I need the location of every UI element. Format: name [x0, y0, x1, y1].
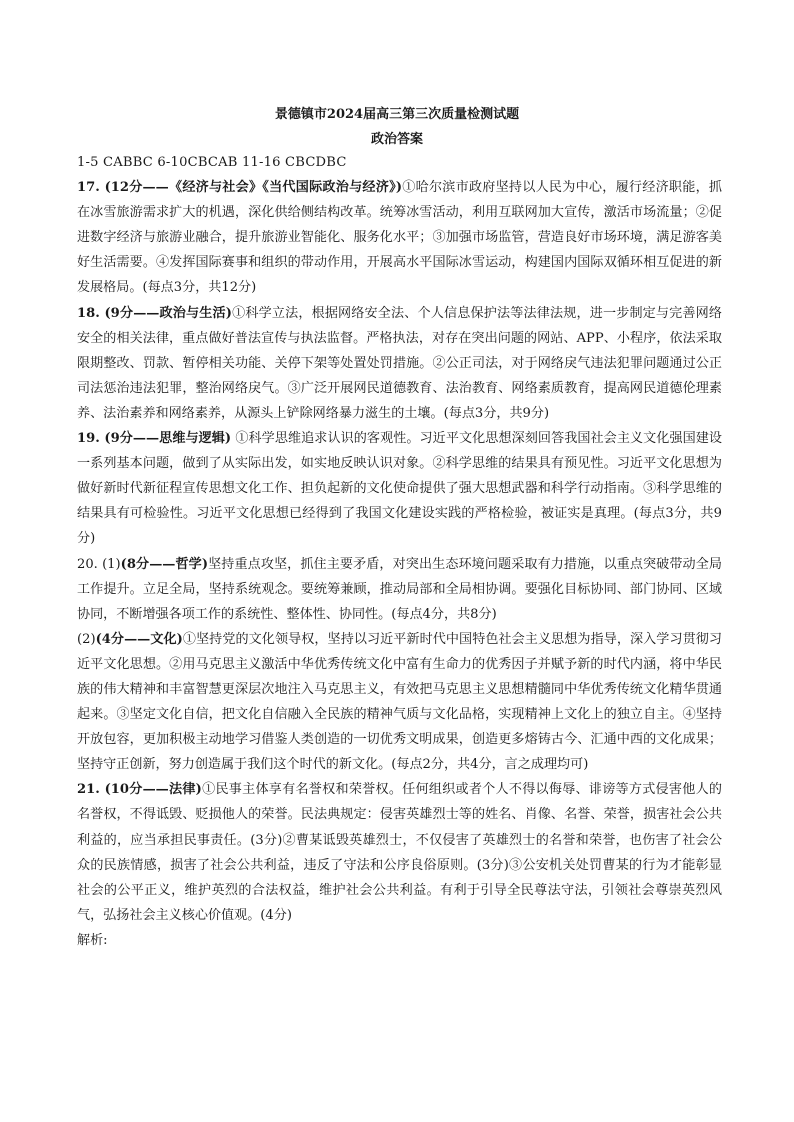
answer-18-text: ①科学立法，根据网络安全法、个人信息保护法等法律法规，进一步制定与完善网络安全的相关法律，重点做好普法宣传与执法监督。严格执法，对存在突出问题的网站、APP、小程序，依法采取限期整改、罚款、暂停相关功能、关停下架等处置处罚措施。②公正司法，对于网络戾气违法犯罪问题通过公正司法惩治违法犯罪，整治网络戾气。③广泛开展网民道德教育、法治教育、网络素质教育，提高网民道德伦理素养、法治素养和网络素养，从源头上铲除网络暴力滋生的土壤。(每点3分，共9分): [77, 305, 723, 421]
answer-21-text: ①民事主体享有名誉权和荣誉权。任何组织或者个人不得以侮辱、诽谤等方式侵害他人的名誉权，不得诋毁、贬损他人的荣誉。民法典规定：侵害英雄烈士等的姓名、肖像、名誉、荣誉，损害社会公共利益的，应当承担民事责任。(3分)②曹某诋毁英雄烈士，不仅侵害了英雄烈士的名誉和荣誉，也伤害了社会公众的民族情感，损害了社会公共利益，违反了守法和公序良俗原则。(3分)③公安机关处罚曹某的行为才能彰显社会的公平正义，维护英烈的合法权益，维护社会公共利益。有利于引导全民尊法守法，引领社会尊崇英烈风气，弘扬社会主义核心价值观。(4分): [77, 782, 722, 923]
answer-20-2-label: (4分——文化): [95, 631, 183, 647]
answer-17: [77, 175, 722, 300]
document-subtitle: 政治答案: [370, 132, 423, 147]
answer-18-label: 18. (9分——政治与生活): [77, 305, 232, 321]
answer-20-2: [77, 627, 722, 778]
answer-21-label: 21. (10分——法律): [77, 782, 202, 798]
document-title: 景德镇市2024届高三第三次质量检测试题: [274, 107, 520, 122]
answer-17-label: 17. (12分——《经济与社会》《当代国际政治与经济》): [77, 180, 403, 196]
analysis-label: 解析:: [77, 932, 108, 948]
answer-20-1-prefix: 20. (1): [77, 556, 121, 572]
answer-17-text: ①哈尔滨市政府坚持以人民为中心，履行经济职能，抓在冰雪旅游需求扩大的机遇，深化供给侧结构改革。统筹冰雪活动，利用互联网加大宣传，激活市场流量；②促进数字经济与旅游业融合，提升旅游业智能化、服务化水平；③加强市场监管，营造良好市场环境，满足游客美好生活需要。④发挥国际赛事和组织的带动作用，开展高水平国际冰雪运动，构建国内国际双循环相互促进的新发展格局。(每点3分，共12分): [77, 180, 722, 296]
answer-19-label: 19. (9分——思维与逻辑): [77, 431, 232, 447]
answer-18: [77, 301, 722, 426]
answer-20-2-prefix: (2): [77, 631, 96, 647]
answer-19: [77, 426, 722, 551]
choice-answers: 1-5 CABBC 6-10CBCAB 11-16 CBCDBC: [77, 155, 347, 170]
answer-20-1-text: 坚持重点攻坚，抓住主要矛盾，对突出生态环境问题采取有力措施，以重点突破带动全局工作提升。立足全局，坚持系统观念。要统筹兼顾，推动局部和全局相协调。要强化目标协同、部门协同、区域协同，不断增强各项工作的系统性、整体性、协同性。(每点4分，共8分): [77, 556, 722, 622]
answer-20-1-label: (8分——哲学): [120, 556, 209, 572]
answer-20-2-text: ①坚持党的文化领导权，坚持以习近平新时代中国特色社会主义思想为指导，深入学习贯彻习近平文化思想。②用马克思主义激活中华优秀传统文化中富有生命力的优秀因子并赋予新的时代内涵，将中华民族的伟大精神和丰富智慧更深层次地注入马克思主义，有效把马克思主义思想精髓同中华优秀传统文化精华贯通起来。③坚定文化自信，把文化自信融入全民族的精神气质与文化品格，实现精神上文化上的独立自主。④坚持开放包容，更加积极主动地学习借鉴人类创造的一切优秀文明成果，创造更多熔铸古今、汇通中西的文化成果；坚持守正创新，努力创造属于我们这个时代的新文化。(每点2分，共4分，言之成理均可): [77, 631, 722, 773]
answer-20-1: [77, 552, 722, 627]
answer-21: [77, 777, 722, 928]
answer-19-text: ①科学思维追求认识的客观性。习近平文化思想深刻回答我国社会主义文化强国建设一系列基本问题，做到了从实际出发，如实地反映认识对象。②科学思维的结果具有预见性。习近平文化思想为做好新时代新征程宣传思想文化工作、担负起新的文化使命提供了强大思想武器和科学行动指南。③科学思维的结果具有可检验性。习近平文化思想已经得到了我国文化建设实践的严格检验，被证实是真理。(每点3分，共9分): [77, 431, 723, 547]
answer-body: [77, 150, 722, 953]
